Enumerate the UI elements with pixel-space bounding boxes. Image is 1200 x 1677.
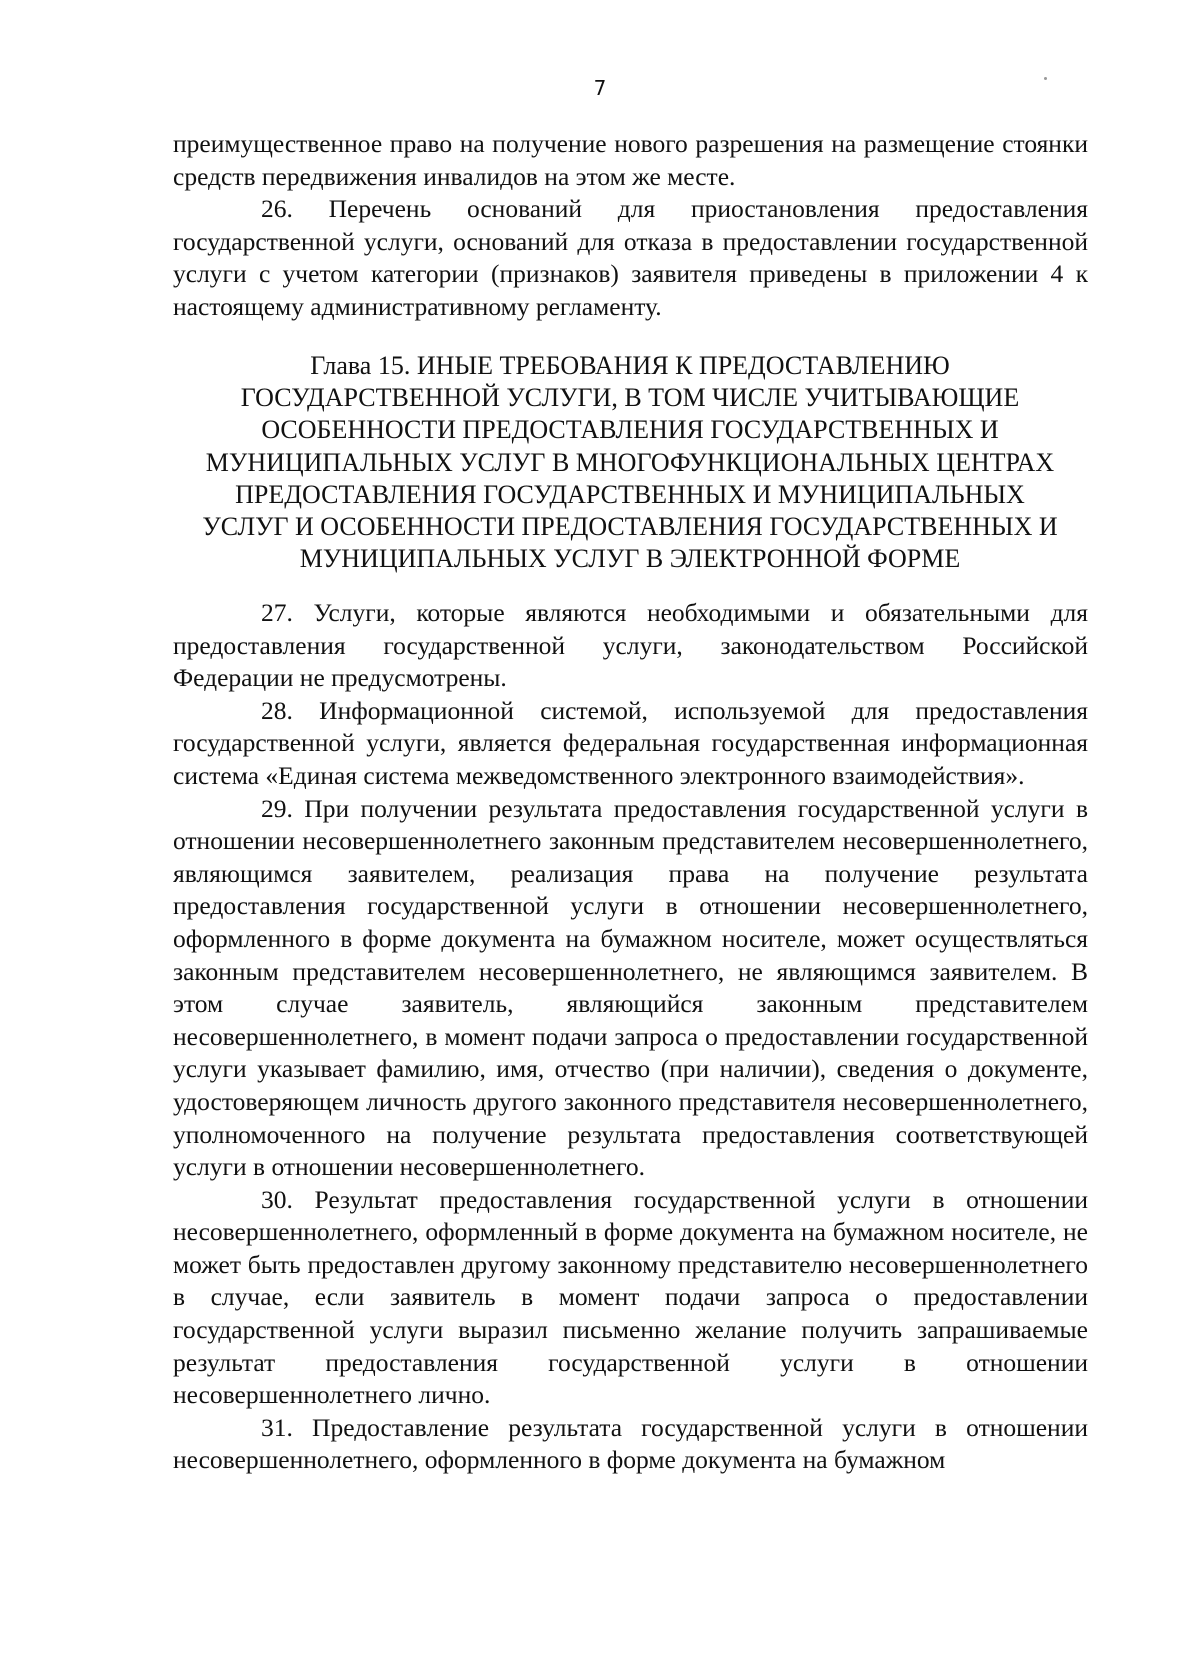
paragraph-30: 30. Результат предоставления государственной услуги в отношении несовершеннолетнего, оформленный в форме документа на бумажном носителе, не может быть предоставлен другому законному представителю несовершеннолетнего в случае, если заявитель в момент подачи запроса о предоставлении государственной услуги выразил письменно желание получить запрашиваемые результат предоставления государственной услуги в отношении несовершеннолетнего лично.: [173, 1184, 1088, 1410]
chapter-heading-line: УСЛУГ И ОСОБЕННОСТИ ПРЕДОСТАВЛЕНИЯ ГОСУДАРСТВЕННЫХ И: [202, 512, 1058, 542]
chapter-heading: [150, 350, 1110, 575]
chapter-heading-line: ОСОБЕННОСТИ ПРЕДОСТАВЛЕНИЯ ГОСУДАРСТВЕННЫХ И: [261, 415, 999, 445]
paragraph-26: 26. Перечень оснований для приостановления предоставления государственной услуги, оснований для отказа в предоставлении государственной услуги с учетом категории (признаков) заявителя приведены в приложении 4 к настоящему административному регламенту.: [173, 194, 1088, 321]
paragraph-28: 28. Информационной системой, используемой для предоставления государственной услуги, является федеральная государственная информационная система «Единая система межведомственного электронного взаимодействия».: [173, 695, 1088, 790]
paragraph-27: 27. Услуги, которые являются необходимыми и обязательными для предоставления государственной услуги, законодательством Российской Федерации не предусмотрены.: [173, 598, 1088, 693]
paragraph-29: 29. При получении результата предоставления государственной услуги в отношении несовершеннолетнего законным представителем несовершеннолетнего, являющимся заявителем, реализация права на получение результата предоставления государственной услуги в отношении несовершеннолетнего, оформленного в форме документа на бумажном носителе, может осуществляться законным представителем несовершеннолетнего, не являющимся заявителем. В этом случае заявитель, являющийся законным представителем несовершеннолетнего, в момент подачи запроса о предоставлении государственной услуги указывает фамилию, имя, отчество (при наличии), сведения о документе, удостоверяющем личность другого законного представителя несовершеннолетнего, уполномоченного на получение результата предоставления соответствующей услуги в отношении несовершеннолетнего.: [173, 793, 1088, 1182]
chapter-heading-line: Глава 15. ИНЫЕ ТРЕБОВАНИЯ К ПРЕДОСТАВЛЕНИЮ: [310, 351, 950, 380]
chapter-heading-line: ГОСУДАРСТВЕННОЙ УСЛУГИ, В ТОМ ЧИСЛЕ УЧИТЫВАЮЩИЕ: [240, 383, 1020, 413]
intro-section: [173, 128, 1088, 324]
paragraph-31: 31. Предоставление результата государственной услуги в отношении несовершеннолетнего, оформленного в форме документа на бумажном: [173, 1412, 1088, 1475]
chapter-heading-line: ПРЕДОСТАВЛЕНИЯ ГОСУДАРСТВЕННЫХ И МУНИЦИПАЛЬНЫХ: [235, 479, 1025, 509]
paragraph-continuation: преимущественное право на получение нового разрешения на размещение стоянки средств передвижения инвалидов на этом же месте.: [173, 129, 1088, 191]
chapter-heading-line: МУНИЦИПАЛЬНЫХ УСЛУГ В ЭЛЕКТРОННОЙ ФОРМЕ: [299, 544, 961, 574]
chapter-body: [173, 597, 1088, 1477]
page-number: 7: [593, 76, 607, 100]
chapter-heading-line: МУНИЦИПАЛЬНЫХ УСЛУГ В МНОГОФУНКЦИОНАЛЬНЫХ ЦЕНТРАХ: [205, 447, 1055, 477]
